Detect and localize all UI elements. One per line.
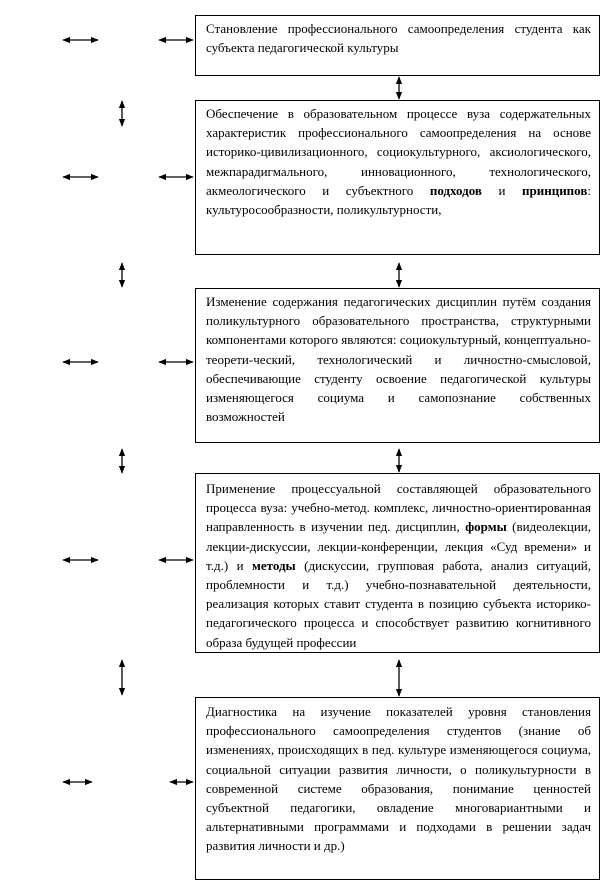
stage-box-text: Обеспечение в образовательном процессе вуза содержательных характеристик профессионального самоопределения на основе историко-цивилизационного, социокультурного, аксиологического, межпарадигмального, инновационного, технологического, акмеологического и субъектного — [206, 106, 591, 198]
stage-box-text: Диагностика на изучение показателей уровня становления профессионального самоопределения студентов (знание об изменениях, происходящих в пед. культуре изменяющегося социума, социальной ситуации развития личности, о поликультурности в современной системе образования, понимание ценностей субъектной педагогики, овладение многовариантными и альтернативными программами и подходами в решении задач развития личности и др.) — [206, 704, 591, 854]
stage-box-text: (дискуссии, групповая работа, анализ ситуаций, проблемности и т.д.) учебно-познавательной деятельности, реализация которых ставит студента в позицию субъекта историко-педагогического процесса и способствует развитию когнитивного образа будущей профессии — [206, 557, 591, 650]
bold-term-principles: принципов — [522, 182, 588, 198]
stage-box-text: Применение процессуальной составляющей образовательного процесса вуза: учебно-метод. комплекс, личностно-ориентированная направленность в изучении пед. дисциплин, — [206, 481, 591, 535]
stage-box-self-determination — [195, 15, 600, 76]
stage-box-content-change — [195, 288, 600, 443]
stage-box-process-component — [195, 473, 600, 653]
stage-box-approaches — [195, 100, 600, 255]
stage-box-text: : культуросообразности, поликультурности, — [206, 182, 591, 218]
bold-term-forms: формы — [465, 519, 507, 535]
stage-box-text: Изменение содержания педагогических дисциплин путём создания поликультурного образовательного пространства, структурными компонентами которого являются: социокультурный, концептуально-теорети-ческий, технологический и личностно-смысловой, обеспечивающие студенту освоение педагогической культуры изменяющегося социума и самопознание собственных возможностей — [206, 294, 591, 425]
stage-box-diagnostics — [195, 697, 600, 880]
stage-box-text: (видеолекции, лекции-дискуссии, лекции-конференции, лекция «Суд времени» и т.д.) и — [206, 519, 591, 573]
stage-box-text: и — [481, 182, 522, 198]
bold-term-methods: методы — [252, 557, 296, 573]
bold-term-approaches: подходов — [429, 182, 482, 198]
stage-box-text: Становление профессионального самоопределения студента как субъекта педагогической культуры — [206, 21, 591, 56]
